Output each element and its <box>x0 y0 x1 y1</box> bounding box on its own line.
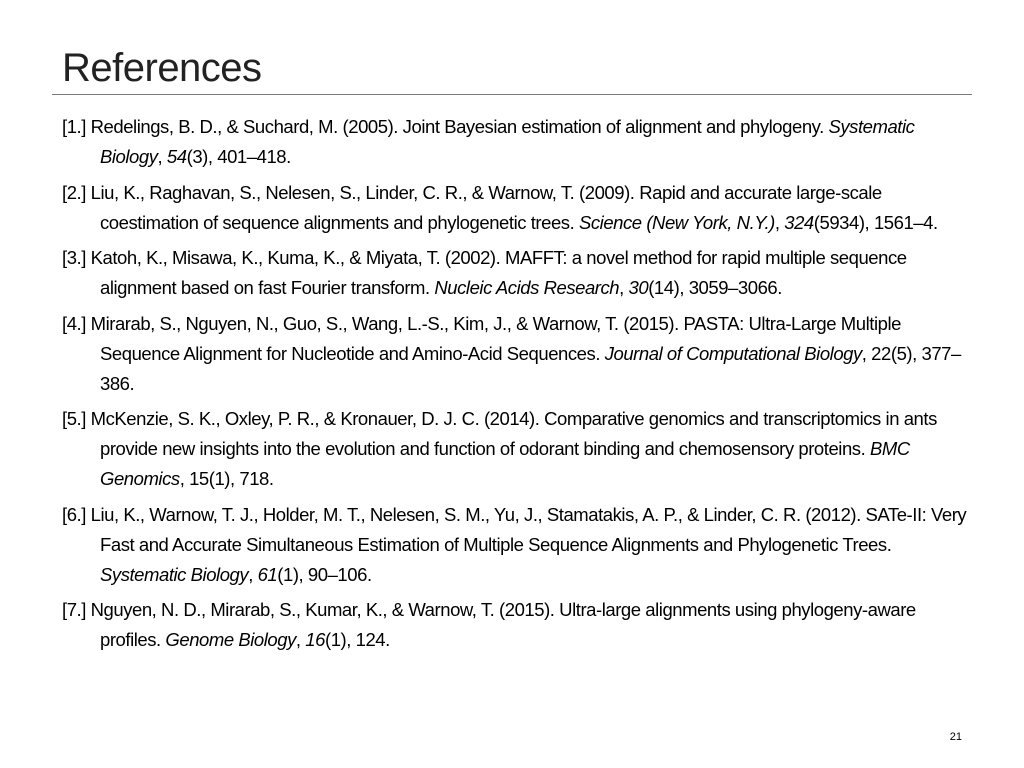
reference-text: Liu, K., Warnow, T. J., Holder, M. T., Nelesen, S. M., Yu, J., Stamatakis, A. P., & Linder, C. R. (2012). SATe-II: Very Fast and Accurate Simultaneous Estimation of Multiple Sequence Alignments and Phylogenetic Trees. <box>85 503 967 555</box>
reference-item <box>62 595 977 655</box>
reference-journal: Journal of Computational Biology <box>604 342 862 364</box>
reference-journal: Systematic Biology <box>100 116 915 167</box>
reference-separator: , <box>248 563 258 585</box>
reference-text: Katoh, K., Misawa, K., Kuma, K., & Miyata, T. (2002). MAFFT: a novel method for rapid multiple sequence alignment based on fast Fourier transform. <box>85 247 907 298</box>
reference-volume: 324 <box>784 211 814 233</box>
page-number: 21 <box>949 731 962 743</box>
reference-label: [3.] <box>62 247 86 268</box>
reference-separator: , <box>295 629 306 650</box>
reference-label: [2.] <box>62 181 86 203</box>
reference-separator: , <box>774 211 785 233</box>
reference-list <box>62 112 977 661</box>
reference-pages: (5934), 1561–4. <box>813 211 938 233</box>
reference-item <box>62 404 977 494</box>
title-divider <box>52 94 972 95</box>
reference-item <box>62 309 977 399</box>
reference-journal: Science (New York, N.Y.) <box>578 211 775 233</box>
reference-text: Liu, K., Raghavan, S., Nelesen, S., Linder, C. R., & Warnow, T. (2009). Rapid and accurate large-scale coestimation of sequence alignments and phylogenetic trees. <box>85 181 882 233</box>
reference-journal: Genome Biology <box>165 629 296 650</box>
reference-label: [6.] <box>62 503 86 525</box>
reference-pages: (1), 124. <box>324 629 390 650</box>
reference-label: [1.] <box>62 116 86 137</box>
reference-label: [4.] <box>62 312 86 334</box>
reference-journal: Systematic Biology <box>100 563 249 585</box>
reference-journal: Nucleic Acids Research <box>434 277 620 298</box>
reference-item <box>62 243 977 303</box>
reference-item <box>62 178 977 238</box>
reference-pages: (3), 401–418. <box>186 146 291 167</box>
reference-label: [5.] <box>62 408 86 429</box>
reference-volume: 30 <box>628 277 649 298</box>
reference-label: [7.] <box>62 599 86 620</box>
reference-text: Mirarab, S., Nguyen, N., Guo, S., Wang, L.-S., Kim, J., & Warnow, T. (2015). PASTA: Ultra-Large Multiple Sequence Alignment for Nucleotide and Amino-Acid Sequences. <box>85 312 901 364</box>
reference-pages: (14), 3059–3066. <box>648 277 782 298</box>
reference-separator: , <box>157 146 167 167</box>
reference-item <box>62 500 977 590</box>
reference-text: Nguyen, N. D., Mirarab, S., Kumar, K., & Warnow, T. (2015). Ultra-large alignments using phylogeny-aware profiles. <box>85 599 916 650</box>
reference-pages: (1), 90–106. <box>277 563 372 585</box>
reference-separator: , 22(5), 377–386. <box>100 342 961 394</box>
reference-volume: 16 <box>305 629 325 650</box>
reference-item <box>62 112 977 172</box>
reference-volume: 61 <box>257 563 278 585</box>
page-title: References <box>62 46 262 90</box>
reference-volume: 54 <box>166 146 187 167</box>
reference-separator: , 15(1), 718. <box>179 468 274 489</box>
reference-text: McKenzie, S. K., Oxley, P. R., & Kronauer, D. J. C. (2014). Comparative genomics and transcriptomics in ants provide new insights into the evolution and function of odorant binding and chemosensory proteins. <box>85 408 937 459</box>
reference-text: Redelings, B. D., & Suchard, M. (2005). Joint Bayesian estimation of alignment and phylogeny. <box>85 116 829 137</box>
reference-journal: BMC Genomics <box>100 438 910 489</box>
reference-separator: , <box>619 277 629 298</box>
